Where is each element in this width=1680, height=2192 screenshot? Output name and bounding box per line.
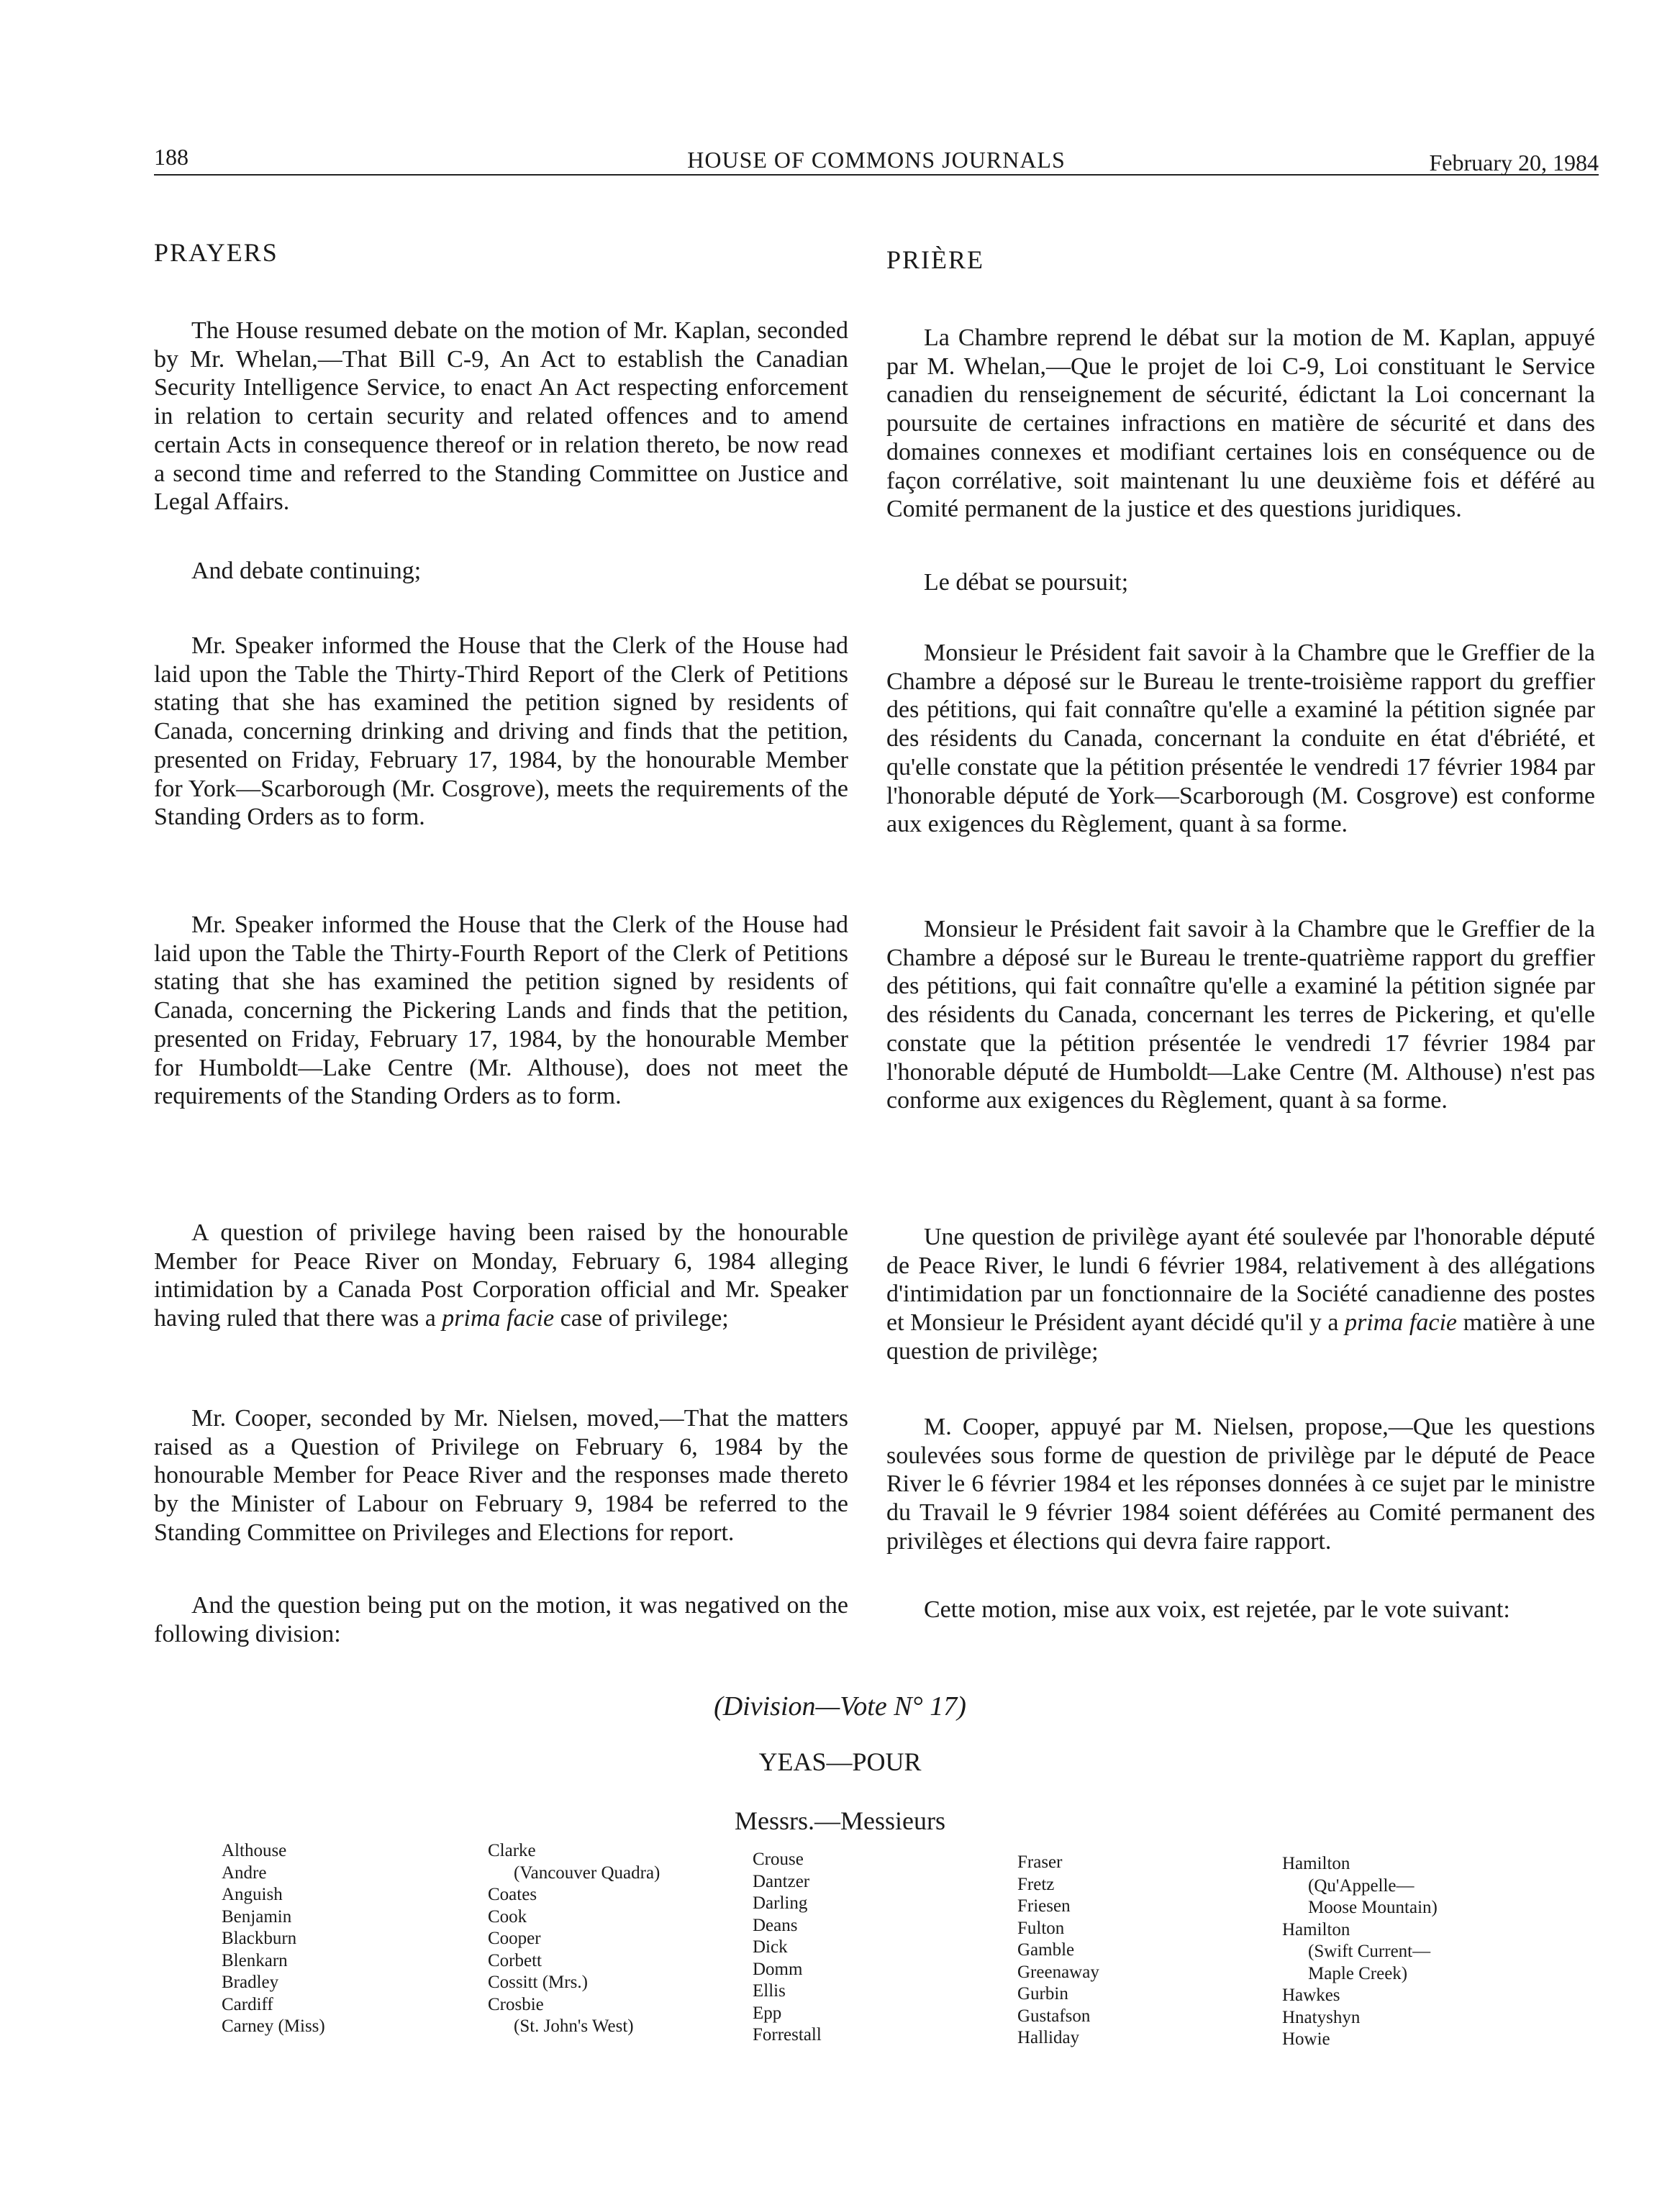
fr-question-put: Cette motion, mise aux voix, est rejetée, par le vote suivant:: [924, 1596, 1510, 1623]
names-column-1: [222, 1840, 325, 2038]
member-name: Gustafson: [1017, 2006, 1091, 2026]
member-riding: (Vancouver Quadra): [514, 1863, 660, 1883]
member-name: Corbett: [488, 1950, 542, 1970]
member-name: Cooper: [488, 1929, 541, 1948]
member-riding: Maple Creek): [1308, 1963, 1408, 1983]
member-name: Hnatyshyn: [1282, 2007, 1361, 2027]
member-name: Halliday: [1017, 2028, 1080, 2047]
fr-thirty-third-report: Monsieur le Président fait savoir à la Chambre que le Greffier de la Chambre a déposé sur le Bureau le trente-troisième rapport du greffier des pétitions, qui fait connaître qu'elle a examiné la pétition signée par des résidents du Canada, concernant la conduite en état d'ébriété, et qu'elle constate que la pétition présentée le vendredi 17 février 1984 par l'honorable député de York—Scarborough (M. Cosgrove) est conforme aux exigences du Règlement, quant à sa forme.: [886, 640, 1595, 838]
member-name: Gamble: [1017, 1940, 1075, 1960]
en-debate-paragraph: The House resumed debate on the motion of Mr. Kaplan, seconded by Mr. Whelan,—That Bill C-9, An Act to establish the Canadian Security Intelligence Service, to enact An Act respecting enforcement in relation to certain security and related offences and to amend certain Acts in consequence thereof or in relation thereto, be now read a second time and referred to the Standing Committee on Justice and Legal Affairs.: [154, 317, 848, 516]
running-header: [154, 144, 1599, 176]
member-name: Andre: [222, 1863, 267, 1883]
fr-thirty-fourth-report: Monsieur le Président fait savoir à la Chambre que le Greffier de la Chambre a déposé sur le Bureau le trente-quatrième rapport du greffier des pétitions, qui fait connaître qu'elle a examiné la pétition signée par des résidents du Canada, concernant les terres de Pickering, et qu'elle constate que la pétition présentée le vendredi 17 février 1984 par l'honorable député de Humboldt—Lake Centre (M. Althouse) n'est pas conforme aux exigences du Règlement, quant à sa forme.: [886, 916, 1595, 1114]
en-question-put: And the question being put on the motion, it was negatived on the following division:: [154, 1592, 848, 1647]
member-riding: (St. John's West): [514, 2016, 634, 2036]
member-name: Fraser: [1017, 1852, 1063, 1872]
fr-cooper-motion: M. Cooper, appuyé par M. Nielsen, propose,—Que les questions soulevées sous forme de question de privilège par le député de Peace River le 6 février 1984 et les réponses données à ce sujet par le ministre du Travail le 9 février 1984 soient déférées au Comité permanent des privilèges et élections qui devra faire rapport.: [886, 1414, 1595, 1555]
member-name: Benjamin: [222, 1906, 292, 1927]
fr-debate-continuing: Le débat se poursuit;: [924, 569, 1129, 596]
member-name: Gurbin: [1017, 1984, 1068, 2004]
member-name: Blackburn: [222, 1929, 297, 1948]
member-name: Bradley: [222, 1973, 279, 1992]
member-name: Crouse: [753, 1850, 804, 1869]
member-name: Fretz: [1017, 1874, 1055, 1894]
en-debate-continuing: And debate continuing;: [191, 558, 422, 584]
member-name: Domm: [753, 1959, 803, 1979]
member-name: Anguish: [222, 1885, 283, 1904]
en-thirty-third-report: Mr. Speaker informed the House that the Clerk of the House had laid upon the Table the Thirty-Third Report of the Clerk of Petitions stating that she has examined the petition signed by residents of Canada, concerning drinking and driving and finds that the petition, presented on Friday, February 17, 1984, by the honourable Member for York—Scarborough (Mr. Cosgrove), meets the requirements of the Standing Orders as to form.: [154, 632, 848, 831]
member-name: Cook: [488, 1906, 527, 1927]
member-name: Dantzer: [753, 1871, 810, 1891]
member-name: Epp: [753, 2003, 782, 2023]
member-name: Hawkes: [1282, 1986, 1340, 2005]
member-name: Deans: [753, 1915, 798, 1935]
member-riding: Moose Mountain): [1308, 1898, 1438, 1917]
division-title: (Division—Vote N° 17): [714, 1691, 966, 1722]
names-column-4: [1017, 1852, 1099, 2050]
prayers-heading: PRAYERS: [154, 238, 278, 267]
priere-heading: PRIÈRE: [886, 245, 985, 274]
messrs-heading: Messrs.—Messieurs: [735, 1806, 945, 1835]
member-name: Dick: [753, 1937, 788, 1957]
fr-privilege-question: Une question de privilège ayant été soulevée par l'honorable député de Peace River, le lundi 6 février 1984, relativement à des allégations d'intimidation par un fonctionnaire de la Société canadienne des postes et Monsieur le Président ayant décidé qu'il y a prima facie matière à une question de privilège;: [886, 1224, 1596, 1365]
names-column-5: [1282, 1853, 1438, 2051]
en-thirty-fourth-report: Mr. Speaker informed the House that the Clerk of the House had laid upon the Table the Thirty-Fourth Report of the Clerk of Petitions stating that she has examined the petition signed by residents of Canada, concerning the Pickering Lands and finds that the petition, presented on Friday, February 17, 1984, by the honourable Member for Humboldt—Lake Centre (Mr. Althouse), does not meet the requirements of the Standing Orders as to form.: [154, 911, 848, 1110]
member-name: Friesen: [1017, 1896, 1071, 1916]
member-riding: (Qu'Appelle—: [1308, 1875, 1415, 1896]
member-name: Althouse: [222, 1841, 287, 1860]
yeas-heading: YEAS—POUR: [758, 1747, 922, 1776]
member-name: Ellis: [753, 1981, 786, 2001]
en-privilege-question: A question of privilege having been raised by the honourable Member for Peace River on Monday, February 6, 1984 alleging intimidation by a Canada Post Corporation official and Mr. Speaker having ruled that there was a prima facie case of privilege;: [154, 1219, 848, 1332]
journal-title: HOUSE OF COMMONS JOURNALS: [687, 147, 1066, 173]
names-column-3: [753, 1849, 822, 2047]
page-date: February 20, 1984: [1429, 150, 1599, 176]
member-name: Cardiff: [222, 1994, 273, 2014]
en-cooper-motion: Mr. Cooper, seconded by Mr. Nielsen, moved,—That the matters raised as a Question of Privilege on February 6, 1984 by the honourable Member for Peace River and the responses made thereto by the Minister of Labour on February 9, 1984 be referred to the Standing Committee on Privileges and Elections for report.: [154, 1405, 848, 1546]
page-number: 188: [154, 144, 189, 170]
member-name: Coates: [488, 1885, 537, 1904]
member-name: Crosbie: [488, 1994, 544, 2014]
names-column-2: [488, 1840, 660, 2038]
member-name: Forrestall: [753, 2025, 822, 2045]
member-name: Clarke: [488, 1841, 536, 1860]
fr-debate-paragraph: La Chambre reprend le débat sur la motion de M. Kaplan, appuyé par M. Whelan,—Que le projet de loi C-9, Loi constituant le Service canadien du renseignement de sécurité, édictant la Loi concernant la poursuite de certaines infractions en matière de sécurité et dans des domaines connexes et modifiant certaines lois en conséquence ou de façon corrélative, soit maintenant lu une deuxième fois et déféré au Comité permanent de la justice et des questions juridiques.: [886, 324, 1595, 523]
member-name: Cossitt (Mrs.): [488, 1973, 588, 1992]
member-name: Greenaway: [1017, 1962, 1099, 1982]
member-name: Carney (Miss): [222, 2016, 325, 2036]
member-name: Blenkarn: [222, 1950, 288, 1970]
member-riding: (Swift Current—: [1308, 1942, 1431, 1961]
member-name: Darling: [753, 1893, 808, 1913]
member-name: Hamilton: [1282, 1919, 1350, 1939]
member-name: Hamilton: [1282, 1854, 1350, 1873]
member-name: Howie: [1282, 2029, 1330, 2049]
member-name: Fulton: [1017, 1918, 1065, 1938]
